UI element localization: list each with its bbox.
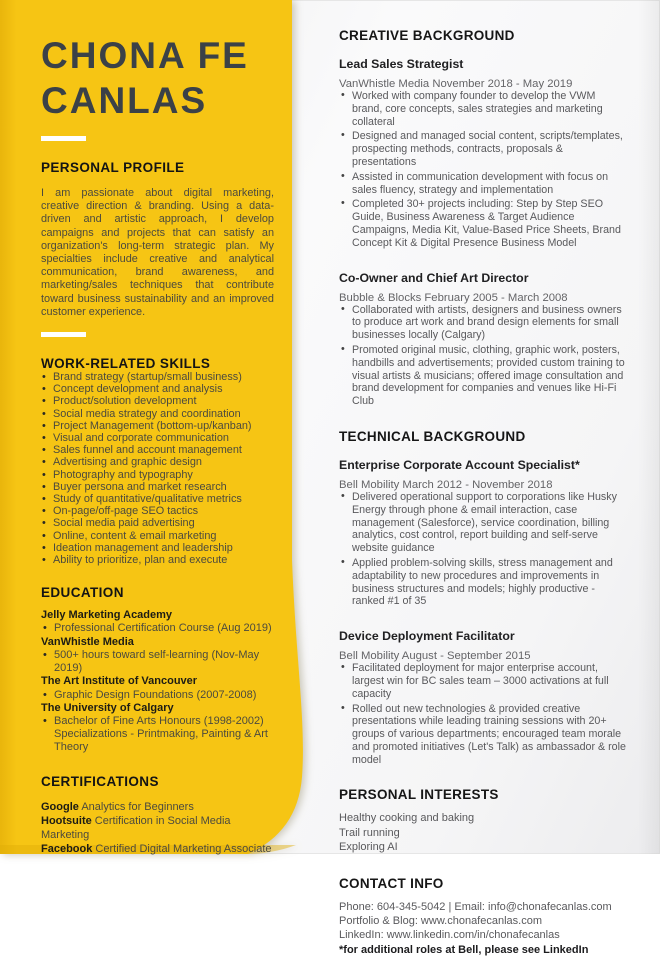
job-bullet: • Assisted in communication development with focus on sales fluency, strategy and implementation — [339, 171, 626, 197]
job-bullet-list — [339, 491, 626, 608]
skill-item: • Brand strategy (startup/small business) — [41, 371, 274, 383]
certification-item — [41, 842, 274, 856]
certification-name: Certified Digital Marketing Associate — [95, 843, 272, 856]
education-detail: • 500+ hours toward self-learning (Nov-May 2019) — [41, 649, 274, 675]
education-school: The Art Institute of Vancouver — [41, 675, 198, 688]
certification-item — [41, 800, 274, 814]
divider — [41, 332, 86, 337]
education-entry — [41, 636, 274, 676]
job-title: Enterprise Corporate Account Specialist* — [339, 457, 580, 472]
skill-item: • Project Management (bottom-up/kanban) — [41, 420, 274, 432]
person-name-line2: CANLAS — [41, 80, 208, 121]
skill-item: • Advertising and graphic design — [41, 456, 274, 468]
job-bullet: • Facilitated deployment for major enterprise account, largest win for BC sales team – 3000 activations at full capacity — [339, 662, 626, 700]
education-entry — [41, 702, 274, 755]
skill-item: • Photography and typography — [41, 469, 274, 481]
skill-item: • Buyer persona and market research — [41, 481, 274, 493]
interest-item: Healthy cooking and baking — [339, 812, 475, 825]
job-meta: Bubble & Blocks February 2005 - March 2008 — [339, 291, 568, 304]
skill-item: • Social media paid advertising — [41, 517, 274, 529]
education-detail: • Graphic Design Foundations (2007-2008) — [41, 689, 274, 702]
skill-item: • Product/solution development — [41, 395, 274, 407]
job-bullet: • Rolled out new technologies & provided creative presentations while leading training sessions with 20+ groups of various departments; encouraged team morale and promoted initiatives (Let's Talk) as ambassador & role model — [339, 703, 626, 767]
skill-item: • Ability to prioritize, plan and execute — [41, 554, 274, 566]
job-bullet: • Applied problem-solving skills, stress management and adaptability to new procedures and improvements in business structures and models; highly productive - ranked #1 of 35 — [339, 557, 626, 608]
job-title: Lead Sales Strategist — [339, 57, 464, 71]
job-title: Device Deployment Facilitator — [339, 629, 515, 644]
divider — [41, 136, 86, 141]
interests-list — [339, 811, 626, 855]
education-school: VanWhistle Media — [41, 635, 134, 648]
skill-item: • Visual and corporate communication — [41, 432, 274, 444]
job-bullet-list — [339, 662, 626, 766]
education-detail: • Bachelor of Fine Arts Honours (1998-2002) — [41, 715, 274, 728]
job-bullet: • Worked with company founder to develop the VWM brand, core concepts, sales strategies and marketing collateral — [339, 90, 626, 128]
personal-profile-text: I am passionate about digital marketing, creative direction & branding. Using a data-driven and artistic approach, I develop campaigns and projects that can satisfy an organization's long-term strategic plan. My specialties include creative and analytical communication, brand awareness, and marketing/sales techniques that contribute toward business sustainability and an improved customer experience. — [41, 187, 274, 318]
certification-name: Certification in Social Media Marketing — [41, 814, 231, 841]
person-name — [41, 33, 274, 123]
section-technical-background — [339, 429, 626, 767]
contact-block — [339, 900, 626, 957]
skill-item: • Online, content & email marketing — [41, 530, 274, 542]
job-bullet-list — [339, 304, 626, 408]
job-meta: Bell Mobility August - September 2015 — [339, 650, 531, 663]
interest-item: Exploring AI — [339, 841, 398, 854]
certification-org: Facebook — [41, 843, 93, 856]
certification-org: Hootsuite — [41, 814, 92, 827]
job-bullet: • Collaborated with artists, designers and business owners to produce art work and brand design elements for small businesses locally (Calgary) — [339, 304, 626, 342]
contact-portfolio: Portfolio & Blog: www.chonafecanlas.com — [339, 915, 542, 928]
job-bullet: • Designed and managed social content, scripts/templates, prospecting methods, contracts, proposals & presentations — [339, 130, 626, 168]
certification-org: Google — [41, 800, 79, 813]
section-title-technical-background: TECHNICAL BACKGROUND — [339, 428, 526, 444]
skill-item: • Sales funnel and account management — [41, 444, 274, 456]
education-school: Jelly Marketing Academy — [41, 609, 173, 622]
certification-name: Analytics for Beginners — [81, 800, 194, 813]
job-bullet-list — [339, 90, 626, 250]
education-school: The University of Calgary — [41, 701, 174, 714]
job-bullet: • Promoted original music, clothing, graphic work, posters, handbills and advertisements; provided custom training to visual artists & musicians; offered image consultation and brand development for companies and venues like Hi-Fi Club — [339, 344, 626, 408]
section-creative-background — [339, 0, 626, 408]
skill-item: • On-page/off-page SEO tactics — [41, 505, 274, 517]
skill-item: • Study of quantitative/qualitative metrics — [41, 493, 274, 505]
job-meta: Bell Mobility March 2012 - November 2018 — [339, 478, 553, 491]
education-detail: • Professional Certification Course (Aug 2019) — [41, 622, 274, 635]
person-name-line1: CHONA FE — [41, 35, 249, 76]
interest-item: Trail running — [339, 826, 400, 839]
education-detail-extra: Specializations - Printmaking, Painting & Art Theory — [54, 728, 268, 754]
skill-item: • Ideation management and leadership — [41, 542, 274, 554]
contact-phone-email: Phone: 604-345-5042 | Email: info@chonafecanlas.com — [339, 900, 612, 913]
skill-item: • Concept development and analysis — [41, 383, 274, 395]
job-bullet: • Completed 30+ projects including: Step by Step SEO Guide, Business Awareness & Target Audience Campaigns, Media Kit, Value-Based Price Sheets, Brand Concept Kit & Digital Presence Business Model — [339, 198, 626, 249]
section-title-creative-background: CREATIVE BACKGROUND — [339, 28, 515, 43]
section-personal-interests — [339, 787, 626, 855]
section-title-contact-info: CONTACT INFO — [339, 875, 444, 891]
section-title-education: EDUCATION — [41, 585, 124, 601]
skill-item: • Social media strategy and coordination — [41, 408, 274, 420]
education-entry — [41, 609, 274, 635]
skills-list — [41, 371, 274, 566]
certification-item — [41, 814, 274, 842]
job-meta: VanWhistle Media November 2018 - May 2019 — [339, 78, 573, 90]
certifications-list — [41, 800, 274, 857]
section-title-work-related-skills: WORK-RELATED SKILLS — [41, 356, 211, 372]
sidebar — [41, 0, 274, 856]
section-contact-info — [339, 876, 626, 957]
section-title-personal-profile: PERSONAL PROFILE — [41, 160, 185, 175]
contact-footnote: *for additional roles at Bell, please see LinkedIn — [339, 943, 589, 956]
contact-linkedin: LinkedIn: www.linkedin.com/in/chonafecanlas — [339, 929, 560, 942]
education-list — [41, 609, 274, 754]
section-title-certifications: CERTIFICATIONS — [41, 773, 159, 789]
main-column — [339, 0, 626, 957]
job-bullet: • Delivered operational support to corporations like Husky Energy through phone & email interaction, case management (Salesforce), service coordination, billing analytics, cost control, report building and self-serve website guidance — [339, 491, 626, 555]
education-entry — [41, 675, 274, 701]
section-title-personal-interests: PERSONAL INTERESTS — [339, 787, 499, 803]
job-title: Co-Owner and Chief Art Director — [339, 270, 529, 285]
